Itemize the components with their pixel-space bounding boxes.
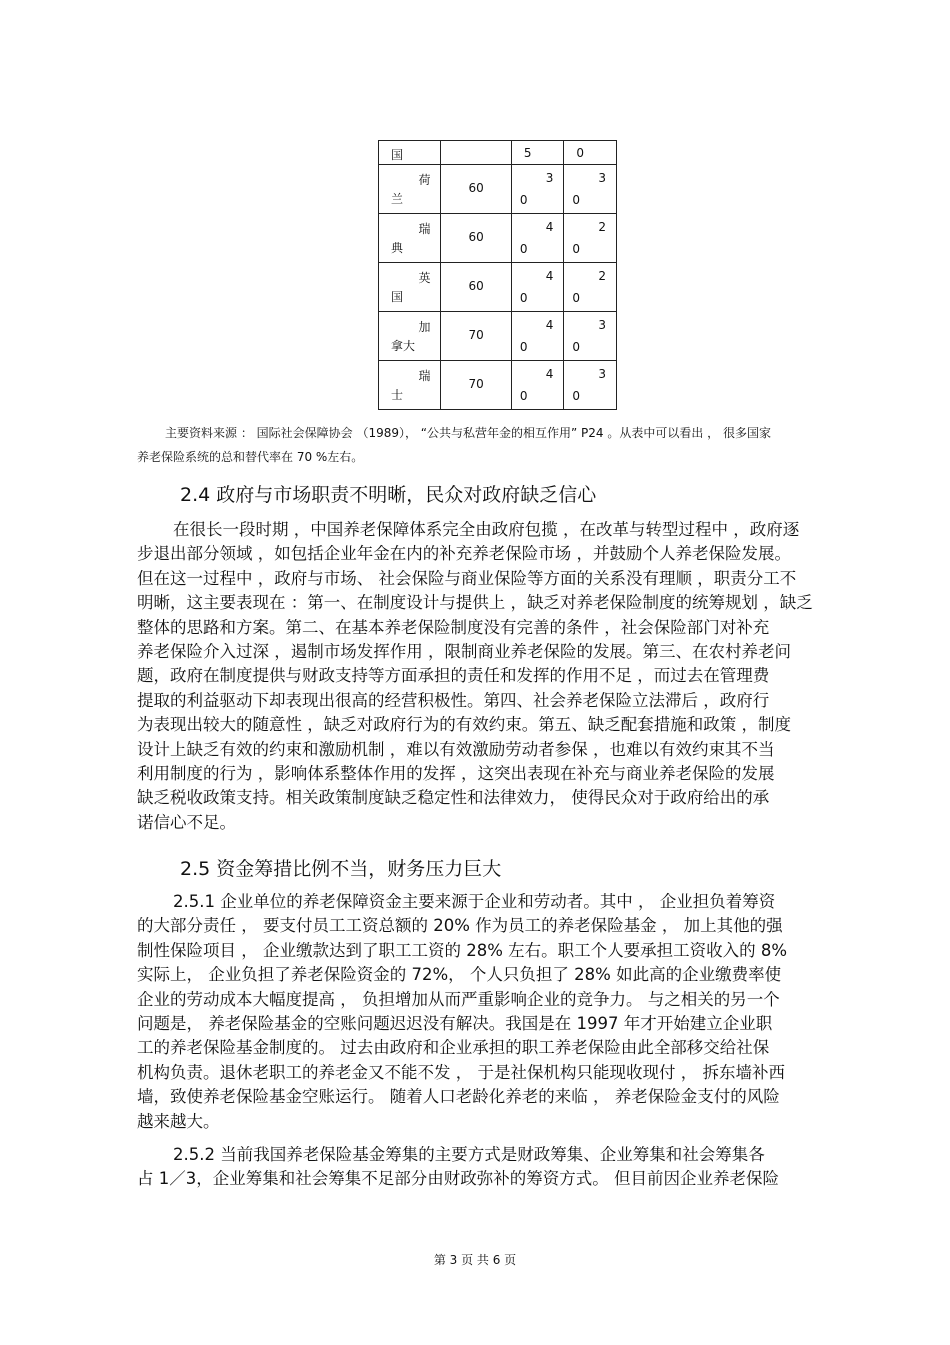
value-cell: 5 bbox=[523, 146, 532, 160]
value-cell: 3 bbox=[545, 171, 554, 185]
section-heading: 2.4 政府与市场职责不明晰，民众对政府缺乏信心 bbox=[180, 484, 597, 506]
text-line: 实际上， 企业负担了养老保险资金的 72%， 个人只负担了 28% 如此高的企业缴费率使 bbox=[137, 965, 782, 985]
text-line: 步退出部分领域 ，如包括企业年金在内的补充养老保险市场 ，并鼓励个人养老保险发展。 bbox=[137, 544, 791, 564]
age-cell: 60 bbox=[468, 279, 484, 293]
value-cell: 0 bbox=[572, 242, 581, 256]
value-cell: 4 bbox=[545, 220, 554, 234]
country-cell: 瑞 bbox=[418, 369, 431, 383]
value-cell: 3 bbox=[598, 367, 606, 381]
age-cell: 70 bbox=[468, 328, 484, 342]
text-line: 整体的思路和方案。第二、在基本养老保险制度没有完善的条件 ，社会保险部门对补充 bbox=[137, 617, 770, 637]
country-cell: 荷 bbox=[418, 173, 431, 187]
value-cell: 0 bbox=[519, 291, 528, 305]
text-line: 工的养老保险基金制度的。 过去由政府和企业承担的职工养老保险由此全部移交给社保 bbox=[137, 1038, 770, 1058]
value-cell: 0 bbox=[572, 291, 581, 305]
text-line: 企业的劳动成本大幅度提高 ， 负担增加从而严重影响企业的竞争力。 与之相关的另一个 bbox=[137, 989, 780, 1009]
text-line: 提取的利益驱动下却表现出很高的经营积极性。第四、社会养老保险立法滞后 ，政府行 bbox=[137, 690, 770, 710]
value-cell: 3 bbox=[598, 171, 606, 185]
source-note-line: 主要资料来源 ： 国际社会保障协会 （1989）， “公共与私营年金的相互作用” P24 。从表中可以看出 ， 很多国家 bbox=[165, 426, 771, 440]
section-2-4-body bbox=[137, 518, 862, 835]
value-cell: 4 bbox=[545, 367, 554, 381]
value-cell: 4 bbox=[545, 318, 554, 332]
text-line: 利用制度的行为 ，影响体系整体作用的发挥 ，这突出表现在补充与商业养老保险的发展 bbox=[137, 764, 775, 784]
text-line: 问题是， 养老保险基金的空账问题迟迟没有解决。我国是在 1997 年才开始建立企业职 bbox=[137, 1014, 773, 1034]
table-row bbox=[379, 165, 617, 214]
value-cell: 0 bbox=[519, 193, 528, 207]
text-line: 机构负责。退休老职工的养老金又不能不发 ， 于是社保机构只能现收现付 ， 拆东墙补西 bbox=[137, 1062, 785, 1082]
value-cell: 3 bbox=[598, 318, 606, 332]
country-cell: 国 bbox=[391, 148, 404, 162]
country-cell: 英 bbox=[418, 271, 431, 285]
section-2-5-1-body bbox=[137, 890, 862, 1134]
country-cell: 兰 bbox=[391, 192, 404, 206]
text-line: 在很长一段时期 ，中国养老保障体系完全由政府包揽 ，在改革与转型过程中 ，政府逐 bbox=[173, 520, 800, 539]
source-note bbox=[137, 421, 857, 469]
text-line: 制性保险项目 ， 企业缴款达到了职工工资的 28% 左右。职工个人要承担工资收入的 8% bbox=[137, 940, 788, 960]
country-cell: 加 bbox=[418, 320, 431, 334]
age-cell: 60 bbox=[468, 181, 484, 195]
section-heading: 2.5 资金筹措比例不当，财务压力巨大 bbox=[180, 858, 502, 880]
value-cell: 2 bbox=[598, 220, 606, 234]
text-line: 越来越大。 bbox=[137, 1111, 220, 1131]
table-row bbox=[379, 361, 617, 410]
table-row bbox=[379, 312, 617, 361]
value-cell: 0 bbox=[572, 340, 581, 354]
text-line: 明晰，这主要表现在 ：第一、在制度设计与提供上 ，缺乏对养老保险制度的统筹规划 ，缺乏 bbox=[137, 593, 813, 613]
page-footer: 第 3 页 共 6 页 bbox=[433, 1253, 517, 1267]
value-cell: 2 bbox=[598, 269, 606, 283]
country-cell: 典 bbox=[391, 241, 404, 255]
value-cell: 0 bbox=[519, 389, 528, 403]
value-cell: 0 bbox=[576, 146, 585, 160]
text-line: 养老保险介入过深 ，遏制市场发挥作用 ，限制商业养老保险的发展。第三、在农村养老问 bbox=[137, 642, 791, 662]
country-cell: 瑞 bbox=[418, 222, 431, 236]
table-row bbox=[379, 141, 617, 165]
text-line: 2.5.2 当前我国养老保险基金筹集的主要方式是财政筹集、企业筹集和社会筹集各 bbox=[173, 1145, 765, 1164]
value-cell: 0 bbox=[572, 193, 581, 207]
value-cell: 0 bbox=[519, 340, 528, 354]
source-note-line: 养老保险系统的总和替代率在 70 %左右。 bbox=[137, 450, 364, 464]
value-cell: 4 bbox=[545, 269, 554, 283]
age-cell: 70 bbox=[468, 377, 484, 391]
country-cell: 士 bbox=[391, 388, 404, 402]
text-line: 缺乏税收政策支持。相关政策制度缺乏稳定性和法律效力， 使得民众对于政府给出的承 bbox=[137, 788, 770, 808]
text-line: 墙，致使养老保险基金空账运行。 随着人口老龄化养老的来临 ， 养老保险金支付的风险 bbox=[137, 1087, 780, 1107]
text-line: 的大部分责任 ， 要支付员工工资总额的 20% 作为员工的养老保险基金 ， 加上其他的强 bbox=[137, 916, 783, 936]
section-2-5-2-body bbox=[137, 1143, 862, 1192]
country-cell: 拿大 bbox=[391, 339, 416, 353]
table-row bbox=[379, 263, 617, 312]
value-cell: 0 bbox=[519, 242, 528, 256]
pension-table bbox=[378, 140, 617, 410]
table-row bbox=[379, 214, 617, 263]
text-line: 设计上缺乏有效的约束和激励机制 ，难以有效激励劳动者参保 ，也难以有效约束其不当 bbox=[137, 739, 775, 759]
text-line: 为表现出较大的随意性 ，缺乏对政府行为的有效约束。第五、缺乏配套措施和政策 ，制度 bbox=[137, 715, 791, 735]
age-cell: 60 bbox=[468, 230, 484, 244]
text-line: 2.5.1 企业单位的养老保障资金主要来源于企业和劳动者。其中 ， 企业担负着筹资 bbox=[173, 892, 776, 911]
text-line: 但在这一过程中 ，政府与市场、 社会保险与商业保险等方面的关系没有理顺 ，职责分工不 bbox=[137, 568, 797, 588]
text-line: 题，政府在制度提供与财政支持等方面承担的责任和发挥的作用不足 ，而过去在管理费 bbox=[137, 666, 770, 686]
country-cell: 国 bbox=[391, 290, 404, 304]
value-cell: 0 bbox=[572, 389, 581, 403]
text-line: 诺信心不足。 bbox=[137, 812, 236, 832]
text-line: 占 1／3，企业筹集和社会筹集不足部分由财政弥补的筹资方式。 但目前因企业养老保险 bbox=[137, 1169, 779, 1189]
